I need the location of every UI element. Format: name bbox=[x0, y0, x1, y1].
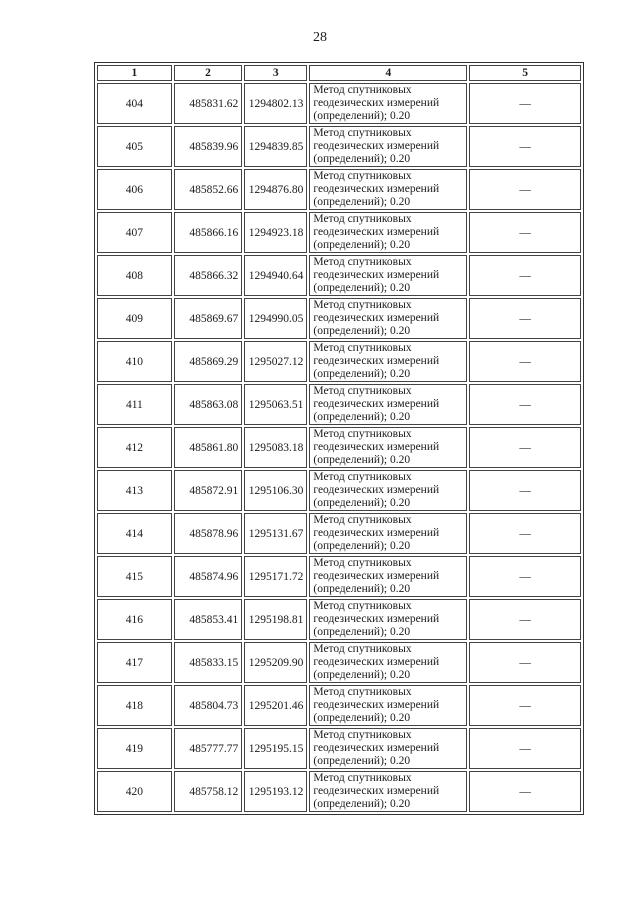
method-line: Метод спутниковых bbox=[313, 170, 412, 182]
note-cell: — bbox=[469, 685, 581, 726]
table-row bbox=[97, 427, 581, 468]
method-cell bbox=[309, 212, 467, 253]
method-line: геодезических измерений bbox=[313, 183, 440, 195]
note-cell: — bbox=[469, 599, 581, 640]
method-cell bbox=[309, 341, 467, 382]
y-coordinate-cell: 1294802.13 bbox=[244, 83, 307, 124]
method-line: (определений); 0.20 bbox=[313, 669, 411, 681]
y-coordinate-cell: 1295083.18 bbox=[244, 427, 307, 468]
table-row bbox=[97, 384, 581, 425]
method-line: (определений); 0.20 bbox=[313, 497, 411, 509]
method-line: геодезических измерений bbox=[313, 656, 440, 668]
method-line: Метод спутниковых bbox=[313, 514, 412, 526]
method-line: геодезических измерений bbox=[313, 527, 440, 539]
method-line: геодезических измерений bbox=[313, 570, 440, 582]
table-header-row bbox=[97, 65, 581, 81]
method-line: (определений); 0.20 bbox=[313, 325, 411, 337]
method-line: Метод спутниковых bbox=[313, 385, 412, 397]
method-line: (определений); 0.20 bbox=[313, 196, 411, 208]
method-cell bbox=[309, 556, 467, 597]
note-cell: — bbox=[469, 470, 581, 511]
x-coordinate-cell: 485853.41 bbox=[174, 599, 242, 640]
point-number-cell: 417 bbox=[97, 642, 172, 683]
y-coordinate-cell: 1294940.64 bbox=[244, 255, 307, 296]
note-cell: — bbox=[469, 642, 581, 683]
method-cell bbox=[309, 384, 467, 425]
x-coordinate-cell: 485872.91 bbox=[174, 470, 242, 511]
method-line: (определений); 0.20 bbox=[313, 282, 411, 294]
point-number-cell: 407 bbox=[97, 212, 172, 253]
method-line: геодезических измерений bbox=[313, 312, 440, 324]
point-number-cell: 405 bbox=[97, 126, 172, 167]
method-line: (определений); 0.20 bbox=[313, 540, 411, 552]
point-number-cell: 409 bbox=[97, 298, 172, 339]
table-row bbox=[97, 599, 581, 640]
method-cell bbox=[309, 685, 467, 726]
method-line: (определений); 0.20 bbox=[313, 239, 411, 251]
y-coordinate-cell: 1295195.15 bbox=[244, 728, 307, 769]
point-number-cell: 410 bbox=[97, 341, 172, 382]
x-coordinate-cell: 485852.66 bbox=[174, 169, 242, 210]
method-cell bbox=[309, 513, 467, 554]
y-coordinate-cell: 1295193.12 bbox=[244, 771, 307, 812]
method-line: (определений); 0.20 bbox=[313, 755, 411, 767]
method-cell bbox=[309, 771, 467, 812]
method-line: Метод спутниковых bbox=[313, 299, 412, 311]
x-coordinate-cell: 485831.62 bbox=[174, 83, 242, 124]
table-row bbox=[97, 556, 581, 597]
method-line: геодезических измерений bbox=[313, 613, 440, 625]
y-coordinate-cell: 1295201.46 bbox=[244, 685, 307, 726]
method-line: геодезических измерений bbox=[313, 742, 440, 754]
note-cell: — bbox=[469, 771, 581, 812]
note-cell: — bbox=[469, 384, 581, 425]
point-number-cell: 412 bbox=[97, 427, 172, 468]
note-cell: — bbox=[469, 427, 581, 468]
method-line: геодезических измерений bbox=[313, 355, 440, 367]
x-coordinate-cell: 485869.67 bbox=[174, 298, 242, 339]
page-number: 28 bbox=[313, 30, 327, 45]
method-cell bbox=[309, 642, 467, 683]
x-coordinate-cell: 485863.08 bbox=[174, 384, 242, 425]
coordinates-table bbox=[94, 62, 584, 815]
x-coordinate-cell: 485777.77 bbox=[174, 728, 242, 769]
method-line: Метод спутниковых bbox=[313, 342, 412, 354]
table-row bbox=[97, 169, 581, 210]
table-row bbox=[97, 126, 581, 167]
y-coordinate-cell: 1295209.90 bbox=[244, 642, 307, 683]
header-col-3: 3 bbox=[244, 65, 307, 81]
point-number-cell: 419 bbox=[97, 728, 172, 769]
x-coordinate-cell: 485861.80 bbox=[174, 427, 242, 468]
method-line: (определений); 0.20 bbox=[313, 454, 411, 466]
header-col-4: 4 bbox=[309, 65, 467, 81]
method-cell bbox=[309, 126, 467, 167]
method-line: Метод спутниковых bbox=[313, 84, 412, 96]
table-row bbox=[97, 513, 581, 554]
x-coordinate-cell: 485869.29 bbox=[174, 341, 242, 382]
header-col-2: 2 bbox=[174, 65, 242, 81]
point-number-cell: 415 bbox=[97, 556, 172, 597]
method-cell bbox=[309, 169, 467, 210]
table-row bbox=[97, 341, 581, 382]
method-line: геодезических измерений bbox=[313, 226, 440, 238]
table-row bbox=[97, 83, 581, 124]
note-cell: — bbox=[469, 255, 581, 296]
point-number-cell: 411 bbox=[97, 384, 172, 425]
table-row bbox=[97, 298, 581, 339]
method-line: геодезических измерений bbox=[313, 97, 440, 109]
y-coordinate-cell: 1295063.51 bbox=[244, 384, 307, 425]
method-line: Метод спутниковых bbox=[313, 600, 412, 612]
x-coordinate-cell: 485878.96 bbox=[174, 513, 242, 554]
method-cell bbox=[309, 298, 467, 339]
x-coordinate-cell: 485804.73 bbox=[174, 685, 242, 726]
note-cell: — bbox=[469, 126, 581, 167]
method-line: Метод спутниковых bbox=[313, 213, 412, 225]
table-row bbox=[97, 771, 581, 812]
method-line: геодезических измерений bbox=[313, 269, 440, 281]
note-cell: — bbox=[469, 83, 581, 124]
x-coordinate-cell: 485833.15 bbox=[174, 642, 242, 683]
method-line: Метод спутниковых bbox=[313, 729, 412, 741]
y-coordinate-cell: 1294839.85 bbox=[244, 126, 307, 167]
y-coordinate-cell: 1295131.67 bbox=[244, 513, 307, 554]
method-cell bbox=[309, 728, 467, 769]
y-coordinate-cell: 1295171.72 bbox=[244, 556, 307, 597]
method-line: (определений); 0.20 bbox=[313, 626, 411, 638]
method-cell bbox=[309, 599, 467, 640]
method-line: геодезических измерений bbox=[313, 785, 440, 797]
x-coordinate-cell: 485758.12 bbox=[174, 771, 242, 812]
note-cell: — bbox=[469, 728, 581, 769]
x-coordinate-cell: 485866.32 bbox=[174, 255, 242, 296]
method-line: геодезических измерений bbox=[313, 699, 440, 711]
point-number-cell: 413 bbox=[97, 470, 172, 511]
header-col-1: 1 bbox=[97, 65, 172, 81]
method-line: (определений); 0.20 bbox=[313, 798, 411, 810]
point-number-cell: 406 bbox=[97, 169, 172, 210]
method-line: Метод спутниковых bbox=[313, 471, 412, 483]
table-row bbox=[97, 470, 581, 511]
y-coordinate-cell: 1295027.12 bbox=[244, 341, 307, 382]
point-number-cell: 418 bbox=[97, 685, 172, 726]
header-col-5: 5 bbox=[469, 65, 581, 81]
method-line: Метод спутниковых bbox=[313, 643, 412, 655]
method-line: геодезических измерений bbox=[313, 484, 440, 496]
method-line: (определений); 0.20 bbox=[313, 368, 411, 380]
note-cell: — bbox=[469, 298, 581, 339]
point-number-cell: 414 bbox=[97, 513, 172, 554]
table-row bbox=[97, 728, 581, 769]
y-coordinate-cell: 1295198.81 bbox=[244, 599, 307, 640]
point-number-cell: 416 bbox=[97, 599, 172, 640]
y-coordinate-cell: 1294990.05 bbox=[244, 298, 307, 339]
table-row bbox=[97, 255, 581, 296]
method-line: (определений); 0.20 bbox=[313, 583, 411, 595]
table-row bbox=[97, 212, 581, 253]
method-line: (определений); 0.20 bbox=[313, 411, 411, 423]
x-coordinate-cell: 485839.96 bbox=[174, 126, 242, 167]
method-line: Метод спутниковых bbox=[313, 256, 412, 268]
y-coordinate-cell: 1294876.80 bbox=[244, 169, 307, 210]
method-line: геодезических измерений bbox=[313, 140, 440, 152]
note-cell: — bbox=[469, 212, 581, 253]
point-number-cell: 408 bbox=[97, 255, 172, 296]
note-cell: — bbox=[469, 513, 581, 554]
method-line: геодезических измерений bbox=[313, 398, 440, 410]
note-cell: — bbox=[469, 169, 581, 210]
method-line: геодезических измерений bbox=[313, 441, 440, 453]
method-cell bbox=[309, 255, 467, 296]
x-coordinate-cell: 485874.96 bbox=[174, 556, 242, 597]
y-coordinate-cell: 1294923.18 bbox=[244, 212, 307, 253]
table-row bbox=[97, 642, 581, 683]
method-line: Метод спутниковых bbox=[313, 127, 412, 139]
x-coordinate-cell: 485866.16 bbox=[174, 212, 242, 253]
method-line: (определений); 0.20 bbox=[313, 153, 411, 165]
table-row bbox=[97, 685, 581, 726]
point-number-cell: 420 bbox=[97, 771, 172, 812]
note-cell: — bbox=[469, 556, 581, 597]
method-line: Метод спутниковых bbox=[313, 557, 412, 569]
method-cell bbox=[309, 470, 467, 511]
note-cell: — bbox=[469, 341, 581, 382]
y-coordinate-cell: 1295106.30 bbox=[244, 470, 307, 511]
method-line: (определений); 0.20 bbox=[313, 110, 411, 122]
method-cell bbox=[309, 427, 467, 468]
method-line: Метод спутниковых bbox=[313, 428, 412, 440]
point-number-cell: 404 bbox=[97, 83, 172, 124]
method-line: Метод спутниковых bbox=[313, 772, 412, 784]
method-line: Метод спутниковых bbox=[313, 686, 412, 698]
method-line: (определений); 0.20 bbox=[313, 712, 411, 724]
method-cell bbox=[309, 83, 467, 124]
